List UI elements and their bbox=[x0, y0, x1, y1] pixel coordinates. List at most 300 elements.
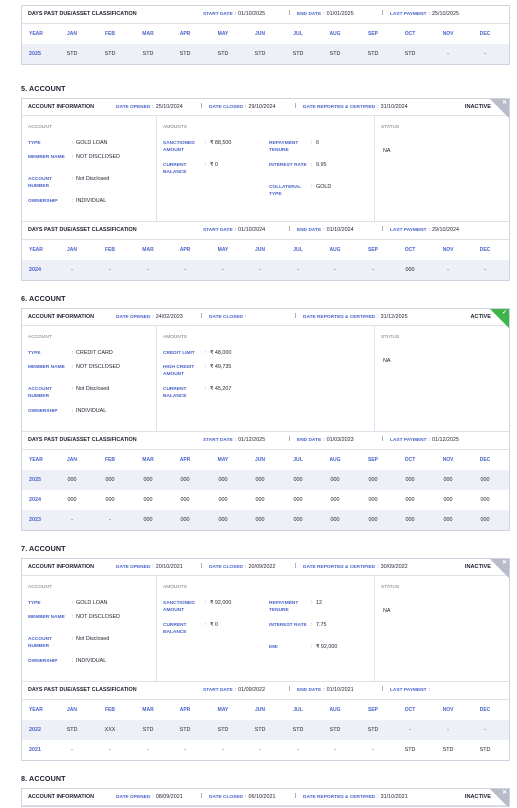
dpd-cell: - bbox=[447, 51, 449, 57]
dpd-cell: STD bbox=[292, 727, 304, 733]
credit-limit-value: ₹ 48,000 bbox=[210, 350, 232, 356]
dpd-header bbox=[22, 6, 509, 24]
dpd-cell: - bbox=[409, 727, 411, 733]
dpd-cell: - bbox=[147, 747, 149, 753]
dpd-row bbox=[22, 510, 509, 530]
dpd-row bbox=[22, 490, 509, 510]
colon: : bbox=[311, 600, 313, 606]
account-info-title: ACCOUNT INFORMATION bbox=[28, 564, 95, 570]
emi bbox=[269, 644, 369, 660]
date-closed-label: DATE CLOSED bbox=[209, 315, 244, 320]
interest-rate-label: INTEREST RATE bbox=[269, 623, 307, 628]
dpd-title: DAYS PAST DUE/ASSET CLASSIFICATION bbox=[28, 227, 137, 233]
dpd-cell: 000 bbox=[405, 477, 415, 483]
date-reported-label: DATE REPORTED & CERTIFIED bbox=[303, 315, 376, 320]
dpd-cell: - bbox=[447, 267, 449, 273]
collateral-type-label: COLLATERAL TYPE bbox=[269, 185, 302, 197]
dpd-title: DAYS PAST DUE/ASSET CLASSIFICATION bbox=[28, 11, 137, 17]
dpd-cell: STD bbox=[404, 51, 416, 57]
month-header: OCT bbox=[404, 707, 416, 713]
date-reported bbox=[295, 103, 408, 110]
colon: : bbox=[152, 564, 154, 570]
dpd-cell: - bbox=[147, 267, 149, 273]
dpd-cell: 000 bbox=[443, 497, 453, 503]
colon: : bbox=[72, 614, 74, 620]
dpd-cell: 000 bbox=[143, 477, 153, 483]
repayment-tenure bbox=[269, 140, 369, 156]
member-name-value: NOT DISCLOSED bbox=[76, 364, 120, 370]
dpd-title: DAYS PAST DUE/ASSET CLASSIFICATION bbox=[28, 437, 137, 443]
month-header: APR bbox=[179, 247, 191, 253]
emi-label: EMI bbox=[269, 645, 278, 650]
current-balance-label: CURRENT BALANCE bbox=[163, 163, 187, 175]
date-opened-label: DATE OPENED bbox=[116, 795, 151, 800]
dpd-cell: 000 bbox=[293, 477, 303, 483]
month-header: NOV bbox=[442, 247, 454, 253]
last-payment-value: 01/12/2025 bbox=[432, 437, 459, 443]
dpd-cell: 000 bbox=[180, 517, 190, 523]
sanctioned-amount bbox=[163, 600, 263, 616]
repayment-tenure-value: 6 bbox=[316, 140, 319, 146]
dpd-cell: 000 bbox=[255, 517, 265, 523]
dpd-cell: 000 bbox=[368, 477, 378, 483]
dpd-cell: - bbox=[222, 747, 224, 753]
dpd-header bbox=[22, 432, 509, 450]
repayment-tenure bbox=[269, 600, 369, 616]
end-date-label: END DATE bbox=[297, 688, 322, 693]
colon: : bbox=[323, 437, 325, 443]
divider: | bbox=[289, 686, 291, 692]
colon: : bbox=[377, 104, 379, 110]
month-header: NOV bbox=[442, 457, 454, 463]
dpd-cell: 000 bbox=[143, 517, 153, 523]
account-column bbox=[22, 326, 157, 431]
status-value: NA bbox=[383, 148, 391, 154]
month-header: AUG bbox=[329, 31, 341, 37]
colon: : bbox=[323, 11, 325, 17]
date-reported bbox=[295, 563, 408, 570]
colon: : bbox=[234, 11, 237, 17]
member-name-label: MEMBER NAME bbox=[28, 615, 65, 620]
colon: : bbox=[245, 564, 247, 570]
dpd-cell: 000 bbox=[368, 517, 378, 523]
date-reported bbox=[295, 313, 408, 320]
colon: : bbox=[428, 11, 431, 17]
repayment-tenure-label: REPAYMENT TENURE bbox=[269, 141, 299, 153]
ownership-value: INDIVIDUAL bbox=[76, 658, 107, 664]
dpd-cell: STD bbox=[367, 727, 379, 733]
ownership bbox=[28, 408, 128, 424]
divider: | bbox=[289, 436, 291, 442]
month-header: MAR bbox=[142, 31, 154, 37]
collateral-type bbox=[269, 184, 369, 200]
account-number-value: Not Disclosed bbox=[76, 636, 110, 642]
month-header: JUL bbox=[293, 707, 303, 713]
dpd-table-continued bbox=[21, 5, 510, 65]
account-number bbox=[28, 636, 128, 652]
amounts-column bbox=[157, 326, 375, 431]
colon: : bbox=[205, 386, 207, 392]
account-status-badge: INACTIVE bbox=[464, 794, 491, 800]
dpd-cell: - bbox=[297, 747, 299, 753]
account-card bbox=[21, 98, 510, 281]
divider: | bbox=[289, 10, 291, 16]
start-date bbox=[203, 227, 265, 233]
account-info-header bbox=[22, 559, 509, 576]
dpd-cell: - bbox=[71, 517, 73, 523]
dpd-cell: 000 bbox=[218, 497, 228, 503]
colon: : bbox=[152, 314, 154, 320]
dpd-cell: 000 bbox=[143, 497, 153, 503]
colon: : bbox=[72, 198, 74, 204]
last-payment-label: LAST PAYMENT bbox=[390, 228, 427, 233]
dpd-cell: STD bbox=[66, 727, 78, 733]
account-info-title: ACCOUNT INFORMATION bbox=[28, 794, 95, 800]
start-date-label: START DATE bbox=[203, 228, 233, 233]
month-header: FEB bbox=[105, 707, 115, 713]
account-card bbox=[21, 558, 510, 761]
colon: : bbox=[205, 600, 207, 606]
account-column bbox=[22, 576, 157, 681]
dpd-cell: - bbox=[334, 747, 336, 753]
dpd-cell: 000 bbox=[405, 517, 415, 523]
account-type-value: GOLD LOAN bbox=[76, 140, 108, 146]
date-opened bbox=[116, 314, 183, 320]
account-type-value: GOLD LOAN bbox=[76, 600, 108, 606]
account-section-title: 6. ACCOUNT bbox=[21, 294, 66, 303]
current-balance bbox=[163, 162, 263, 178]
date-closed-label: DATE CLOSED bbox=[209, 795, 244, 800]
last-payment bbox=[382, 436, 459, 443]
account-section-title: 7. ACCOUNT bbox=[21, 544, 66, 553]
divider: | bbox=[201, 563, 203, 569]
dpd-cell: 000 bbox=[330, 517, 340, 523]
date-opened-label: DATE OPENED bbox=[116, 105, 151, 110]
interest-rate-label: INTEREST RATE bbox=[269, 163, 307, 168]
current-balance-value: ₹ 45,207 bbox=[210, 386, 232, 392]
dpd-cell: - bbox=[259, 267, 261, 273]
colon: : bbox=[72, 386, 74, 392]
start-date-value: 01/12/2025 bbox=[238, 437, 266, 443]
month-header: DEC bbox=[479, 31, 491, 37]
dpd-cell: XXX bbox=[104, 727, 116, 733]
divider: | bbox=[201, 103, 203, 109]
account-info-title: ACCOUNT INFORMATION bbox=[28, 104, 95, 110]
dpd-cell: 000 bbox=[405, 267, 415, 273]
divider: | bbox=[382, 686, 384, 692]
month-header: SEP bbox=[367, 457, 379, 463]
colon: : bbox=[72, 140, 74, 146]
current-balance-value: ₹ 0 bbox=[210, 622, 218, 628]
dpd-year: 2024 bbox=[29, 267, 41, 273]
dpd-cell: 000 bbox=[105, 477, 115, 483]
end-date-label: END DATE bbox=[297, 12, 322, 17]
date-closed bbox=[201, 793, 276, 800]
start-date bbox=[203, 11, 265, 17]
month-header: NOV bbox=[442, 707, 454, 713]
end-date-value: 01/03/2023 bbox=[326, 437, 354, 443]
month-header: MAR bbox=[142, 707, 154, 713]
dpd-cell: - bbox=[109, 747, 111, 753]
start-date bbox=[203, 687, 265, 693]
account-card bbox=[21, 788, 510, 807]
current-balance-label: CURRENT BALANCE bbox=[163, 387, 187, 399]
dpd-cell: - bbox=[259, 747, 261, 753]
month-header: JUN bbox=[254, 707, 266, 713]
close-icon: ✕ bbox=[501, 560, 507, 566]
dpd-cell: - bbox=[71, 267, 73, 273]
divider: | bbox=[382, 10, 384, 16]
check-icon: ✓ bbox=[501, 310, 507, 316]
amounts-column bbox=[157, 116, 375, 221]
sanctioned-amount-value: ₹ 92,000 bbox=[210, 600, 232, 606]
date-reported bbox=[295, 793, 408, 800]
member-name bbox=[28, 614, 128, 630]
dpd-cell: 000 bbox=[67, 497, 77, 503]
dpd-cell: 000 bbox=[293, 517, 303, 523]
colon: : bbox=[323, 687, 325, 693]
dpd-cell: 000 bbox=[180, 497, 190, 503]
dpd-year: 2025 bbox=[29, 51, 41, 57]
dpd-cell: STD bbox=[179, 727, 191, 733]
amounts-column-title: AMOUNTS bbox=[163, 125, 187, 130]
date-closed-label: DATE CLOSED bbox=[209, 565, 244, 570]
account-info-body bbox=[22, 116, 509, 222]
amounts-column bbox=[157, 576, 375, 681]
dpd-cell: 000 bbox=[255, 497, 265, 503]
month-header: JUN bbox=[254, 31, 266, 37]
dpd-cell: 000 bbox=[67, 477, 77, 483]
dpd-cell: - bbox=[109, 267, 111, 273]
account-type-label: TYPE bbox=[28, 351, 41, 356]
current-balance-label: CURRENT BALANCE bbox=[163, 623, 187, 635]
member-name-label: MEMBER NAME bbox=[28, 365, 65, 370]
month-header: APR bbox=[179, 707, 191, 713]
account-status-badge: INACTIVE bbox=[464, 564, 491, 570]
colon: : bbox=[72, 600, 74, 606]
dpd-cell: 000 bbox=[180, 477, 190, 483]
year-header: YEAR bbox=[29, 31, 43, 37]
colon: : bbox=[205, 364, 207, 370]
dpd-cell: 000 bbox=[405, 497, 415, 503]
dpd-cell: 000 bbox=[255, 477, 265, 483]
account-number-value: Not Disclosed bbox=[76, 176, 110, 182]
account-type-label: TYPE bbox=[28, 141, 41, 146]
dpd-title: DAYS PAST DUE/ASSET CLASSIFICATION bbox=[28, 687, 137, 693]
account-type-value: CREDIT CARD bbox=[76, 350, 113, 356]
high-credit-amount bbox=[163, 364, 263, 380]
date-opened bbox=[116, 794, 183, 800]
month-header: MAY bbox=[217, 31, 229, 37]
month-header: MAY bbox=[217, 457, 229, 463]
last-payment-label: LAST PAYMENT bbox=[390, 438, 427, 443]
dpd-cell: - bbox=[484, 267, 486, 273]
year-header: YEAR bbox=[29, 707, 43, 713]
date-opened-value: 25/10/2024 bbox=[155, 104, 183, 110]
account-section-title: 8. ACCOUNT bbox=[21, 774, 66, 783]
colon: : bbox=[234, 227, 237, 233]
dpd-cell: STD bbox=[442, 747, 454, 753]
sanctioned-amount bbox=[163, 140, 263, 156]
month-header-row bbox=[22, 24, 509, 44]
dpd-cell: 000 bbox=[443, 477, 453, 483]
repayment-tenure-label: REPAYMENT TENURE bbox=[269, 601, 299, 613]
member-name bbox=[28, 364, 128, 380]
status-column-title: STATUS bbox=[381, 335, 400, 340]
ownership-label: OWNERSHIP bbox=[28, 409, 58, 414]
month-header: JUN bbox=[254, 247, 266, 253]
dpd-year: 2023 bbox=[29, 517, 41, 523]
month-header: JAN bbox=[66, 707, 78, 713]
high-credit-amount-label: HIGH CREDIT AMOUNT bbox=[163, 365, 195, 377]
dpd-cell: 000 bbox=[443, 517, 453, 523]
colon: : bbox=[428, 687, 431, 693]
dpd-cell: 000 bbox=[330, 497, 340, 503]
dpd-cell: 000 bbox=[105, 497, 115, 503]
colon: : bbox=[72, 364, 74, 370]
divider: | bbox=[382, 226, 384, 232]
member-name bbox=[28, 154, 128, 170]
date-opened bbox=[116, 104, 183, 110]
account-info-header bbox=[22, 309, 509, 326]
date-opened-label: DATE OPENED bbox=[116, 565, 151, 570]
account-info-body bbox=[22, 576, 509, 682]
month-header: NOV bbox=[442, 31, 454, 37]
divider: | bbox=[201, 793, 203, 799]
month-header: DEC bbox=[479, 457, 491, 463]
colon: : bbox=[377, 794, 379, 800]
dpd-cell: - bbox=[109, 517, 111, 523]
dpd-year: 2022 bbox=[29, 727, 41, 733]
ownership-value: INDIVIDUAL bbox=[76, 408, 107, 414]
close-icon: ✕ bbox=[501, 790, 507, 796]
account-number-label: ACCOUNT NUMBER bbox=[28, 177, 52, 189]
date-closed-value: 06/10/2021 bbox=[248, 794, 276, 800]
dpd-cell: - bbox=[334, 267, 336, 273]
divider: | bbox=[295, 563, 297, 569]
end-date-value: 01/10/2024 bbox=[326, 227, 354, 233]
month-header: JAN bbox=[66, 247, 78, 253]
date-opened-value: 24/02/2023 bbox=[155, 314, 183, 320]
status-column bbox=[375, 576, 509, 681]
month-header: JAN bbox=[66, 31, 78, 37]
member-name-value: NOT DISCLOSED bbox=[76, 154, 120, 160]
colon: : bbox=[377, 564, 379, 570]
month-header: JUN bbox=[254, 457, 266, 463]
interest-rate bbox=[269, 622, 369, 638]
colon: : bbox=[152, 104, 154, 110]
colon: : bbox=[245, 104, 247, 110]
account-info-title: ACCOUNT INFORMATION bbox=[28, 314, 95, 320]
high-credit-amount-value: ₹ 49,735 bbox=[210, 364, 232, 370]
start-date-value: 01/09/2022 bbox=[238, 687, 266, 693]
start-date-value: 01/10/2025 bbox=[238, 11, 266, 17]
divider: | bbox=[382, 436, 384, 442]
account-info-header bbox=[22, 789, 509, 806]
dpd-cell: STD bbox=[404, 747, 416, 753]
account-status-badge: ACTIVE bbox=[470, 314, 491, 320]
account-status-badge: INACTIVE bbox=[464, 104, 491, 110]
colon: : bbox=[72, 408, 74, 414]
date-closed-label: DATE CLOSED bbox=[209, 105, 244, 110]
dpd-cell: STD bbox=[142, 51, 154, 57]
dpd-cell: STD bbox=[329, 727, 341, 733]
month-header: JAN bbox=[66, 457, 78, 463]
dpd-cell: 000 bbox=[480, 497, 490, 503]
status-value: NA bbox=[383, 358, 391, 364]
month-header-row bbox=[22, 700, 509, 720]
status-column-title: STATUS bbox=[381, 125, 400, 130]
dpd-row bbox=[22, 260, 509, 280]
colon: : bbox=[311, 140, 313, 146]
date-closed-value: 29/10/2024 bbox=[248, 104, 276, 110]
dpd-cell: STD bbox=[217, 51, 229, 57]
dpd-cell: - bbox=[372, 747, 374, 753]
month-header: FEB bbox=[105, 31, 115, 37]
end-date bbox=[289, 226, 354, 233]
member-name-value: NOT DISCLOSED bbox=[76, 614, 120, 620]
dpd-row bbox=[22, 44, 509, 64]
status-column-title: STATUS bbox=[381, 585, 400, 590]
colon: : bbox=[245, 314, 247, 320]
colon: : bbox=[205, 622, 207, 628]
status-column bbox=[375, 116, 509, 221]
ownership-label: OWNERSHIP bbox=[28, 659, 58, 664]
last-payment-value: 29/10/2024 bbox=[432, 227, 459, 233]
account-number-value: Not Disclosed bbox=[76, 386, 110, 392]
divider: | bbox=[289, 226, 291, 232]
dpd-cell: STD bbox=[254, 727, 266, 733]
last-payment-value: 25/10/2025 bbox=[432, 11, 459, 17]
date-opened-label: DATE OPENED bbox=[116, 315, 151, 320]
dpd-cell: 000 bbox=[218, 477, 228, 483]
date-reported-label: DATE REPORTED & CERTIFIED bbox=[303, 795, 376, 800]
colon: : bbox=[311, 622, 313, 628]
collateral-type-value: GOLD bbox=[316, 184, 332, 190]
month-header: MAR bbox=[142, 457, 154, 463]
date-reported-value: 30/09/2022 bbox=[380, 564, 408, 570]
colon: : bbox=[311, 644, 313, 650]
colon: : bbox=[311, 184, 313, 190]
date-closed bbox=[201, 313, 249, 320]
current-balance-value: ₹ 0 bbox=[210, 162, 218, 168]
colon: : bbox=[377, 314, 379, 320]
last-payment-label: LAST PAYMENT bbox=[390, 688, 427, 693]
month-header: DEC bbox=[479, 247, 491, 253]
month-header: AUG bbox=[329, 247, 341, 253]
month-header: FEB bbox=[105, 457, 115, 463]
dpd-year: 2021 bbox=[29, 747, 41, 753]
colon: : bbox=[72, 658, 74, 664]
ownership-value: INDIVIDUAL bbox=[76, 198, 107, 204]
account-column bbox=[22, 116, 157, 221]
end-date-label: END DATE bbox=[297, 438, 322, 443]
dpd-cell: 000 bbox=[330, 477, 340, 483]
dpd-cell: - bbox=[71, 747, 73, 753]
amounts-column-title: AMOUNTS bbox=[163, 585, 187, 590]
month-header: SEP bbox=[367, 31, 379, 37]
date-reported-value: 31/10/2024 bbox=[380, 104, 408, 110]
date-reported-value: 31/12/2025 bbox=[380, 314, 408, 320]
colon: : bbox=[234, 687, 237, 693]
month-header: OCT bbox=[404, 31, 416, 37]
status-value: NA bbox=[383, 608, 391, 614]
account-info-body bbox=[22, 326, 509, 432]
dpd-row bbox=[22, 740, 509, 760]
colon: : bbox=[428, 227, 431, 233]
dpd-cell: STD bbox=[179, 51, 191, 57]
end-date bbox=[289, 10, 354, 17]
